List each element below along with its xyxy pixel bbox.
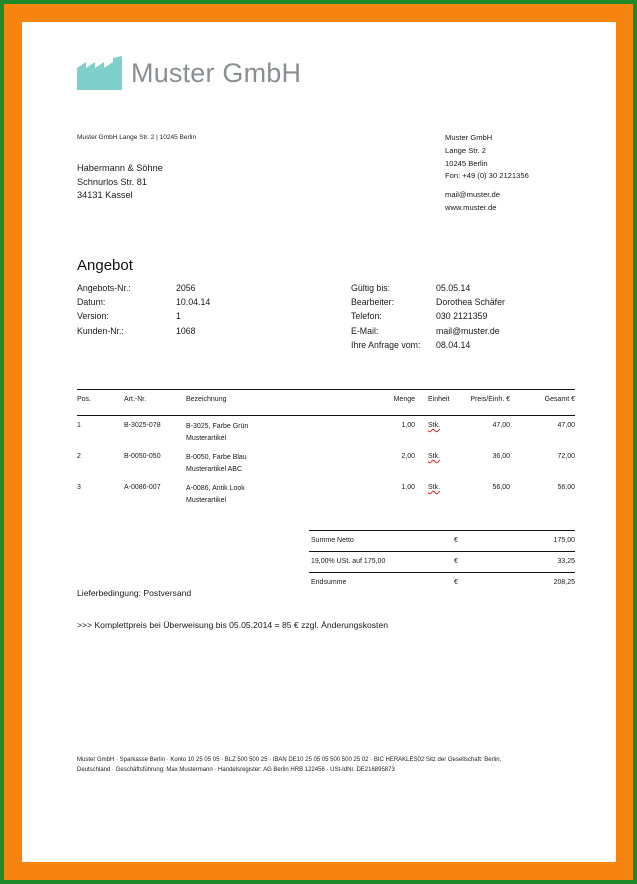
sender-address-line: Muster GmbH Lange Str. 2 | 10245 Berlin [77,134,197,141]
meta-value: 030 2121359 [436,311,488,322]
meta-row [77,309,210,323]
company-contact-block [445,132,529,215]
price-note: >>> Komplettpreis bei Überweisung bis 05.05.2014 = 85 € zzgl. Änderungskosten [77,620,389,630]
net-label: Summe Netto [311,537,354,544]
document-footer [77,755,557,775]
meta-row [351,324,505,338]
meta-row [77,324,210,338]
col-header-preis: Preis/Einh. € [470,396,510,403]
contact-line: Lange Str. 2 [445,145,486,155]
cell-gesamt: 47,00 [557,422,575,429]
meta-label: E-Mail: [351,325,379,336]
meta-value: 2056 [176,283,196,293]
meta-label: Version: [77,311,109,322]
totals-block [309,530,575,593]
contact-line: Muster GmbH [445,133,493,142]
net-currency: € [454,537,458,544]
contact-website[interactable]: www.muster.de [445,202,497,212]
cell-bez [186,421,248,445]
footer-line: Deutschland · Geschäftsführung: Max Mustermann · Handelsregister: AG Berlin HRB 122456 · USt-IdNr. DE216895873 [77,767,395,773]
offer-meta-right [351,281,505,352]
cell-preis: 56,00 [492,484,510,491]
cell-pos: 2 [77,453,81,460]
col-header-bez: Bezeichnung [186,396,227,403]
col-header-menge: Menge [393,396,415,403]
totals-row-net [309,530,575,551]
meta-value: 1068 [176,325,196,336]
delivery-terms: Lieferbedingung: Postversand [77,588,192,598]
meta-value: Dorothea Schäfer [436,297,505,308]
cell-einheit: Stk. [428,453,441,460]
recipient-line: Habermann & Söhne [77,163,163,173]
col-header-art: Art.-Nr. [124,396,147,403]
cell-menge: 2,00 [401,453,415,460]
factory-icon [77,56,122,90]
meta-value[interactable]: mail@muster.de [436,325,500,336]
cell-preis: 36,00 [492,453,510,460]
cell-bez-line: B-3025, Farbe Grün [186,423,249,430]
meta-label: Ihre Anfrage vom: [351,339,421,350]
meta-label: Angebots-Nr.: [77,283,131,293]
cell-menge: 1,00 [401,484,415,491]
cell-art: B-0050-050 [124,453,161,460]
meta-row [77,295,210,309]
vat-label: 19,00% USt. auf 175,00 [311,558,386,565]
meta-label: Kunden-Nr.: [77,325,124,336]
meta-value: 05.05.14 [436,283,471,293]
contact-line: 10245 Berlin [445,158,488,168]
recipient-line: Schnurlos Str. 81 [77,176,147,187]
cell-einheit: Stk. [428,484,441,491]
cell-bez-line: Musterartikel [186,435,227,442]
meta-label: Datum: [77,297,106,308]
col-header-gesamt: Gesamt € [544,396,575,403]
items-table [77,389,575,509]
meta-label: Gültig bis: [351,283,391,293]
cell-menge: 1,00 [401,422,415,429]
end-label: Endsumme [311,579,347,586]
table-row [77,478,575,509]
cell-art: A-0086-007 [124,484,161,491]
offer-meta-left [77,281,210,338]
totals-row-vat [309,551,575,572]
cell-einheit: Stk. [428,422,441,429]
meta-label: Bearbeiter: [351,297,395,308]
table-row [77,447,575,478]
totals-row-end [309,572,575,593]
meta-row [77,281,210,295]
table-row [77,416,575,447]
recipient-line: 34131 Kassel [77,190,133,200]
meta-value: 10.04.14 [176,297,211,308]
vat-currency: € [454,558,458,565]
col-header-pos: Pos. [77,396,92,403]
recipient-address [77,162,163,203]
col-header-einheit: Einheit [428,396,450,403]
cell-bez-line: Musterartikel ABC [186,466,243,473]
footer-line: Muster GmbH · Sparkasse Berlin · Konto 10 25 05 05 · BLZ 500 500 25 · IBAN DE10 25 05 05 500 500 25 02 · BIC HERAKLES02 Sitz der Gesellschaft: Berlin, [77,757,502,763]
end-currency: € [454,579,458,586]
items-table-header [77,389,575,416]
meta-row [351,338,505,352]
cell-bez-line: Musterartikel [186,497,227,504]
meta-label: Telefon: [351,311,382,322]
cell-gesamt: 56,00 [557,484,575,491]
meta-row [351,281,505,295]
meta-value: 08.04.14 [436,339,471,350]
document-title: Angebot [77,257,133,274]
company-logo [77,53,301,93]
document-page [22,22,616,862]
cell-bez-line: B-0050, Farbe Blau [186,454,247,461]
meta-row [351,309,505,323]
vat-value: 33,25 [557,558,575,565]
end-value: 208,25 [553,579,575,586]
cell-bez [186,452,247,476]
cell-art: B-3025-078 [124,422,161,429]
cell-pos: 1 [77,422,81,429]
contact-email[interactable]: mail@muster.de [445,190,500,200]
cell-bez [186,483,245,507]
cell-pos: 3 [77,484,81,491]
cell-preis: 47,00 [492,422,510,429]
contact-line: Fon: +49 (0) 30 2121356 [445,171,529,181]
company-name: Muster GmbH [131,57,302,88]
meta-row [351,295,505,309]
cell-bez-line: A-0086, Antik Look [186,485,245,492]
meta-value: 1 [176,311,181,322]
net-value: 175,00 [553,537,575,544]
cell-gesamt: 72,00 [557,453,575,460]
